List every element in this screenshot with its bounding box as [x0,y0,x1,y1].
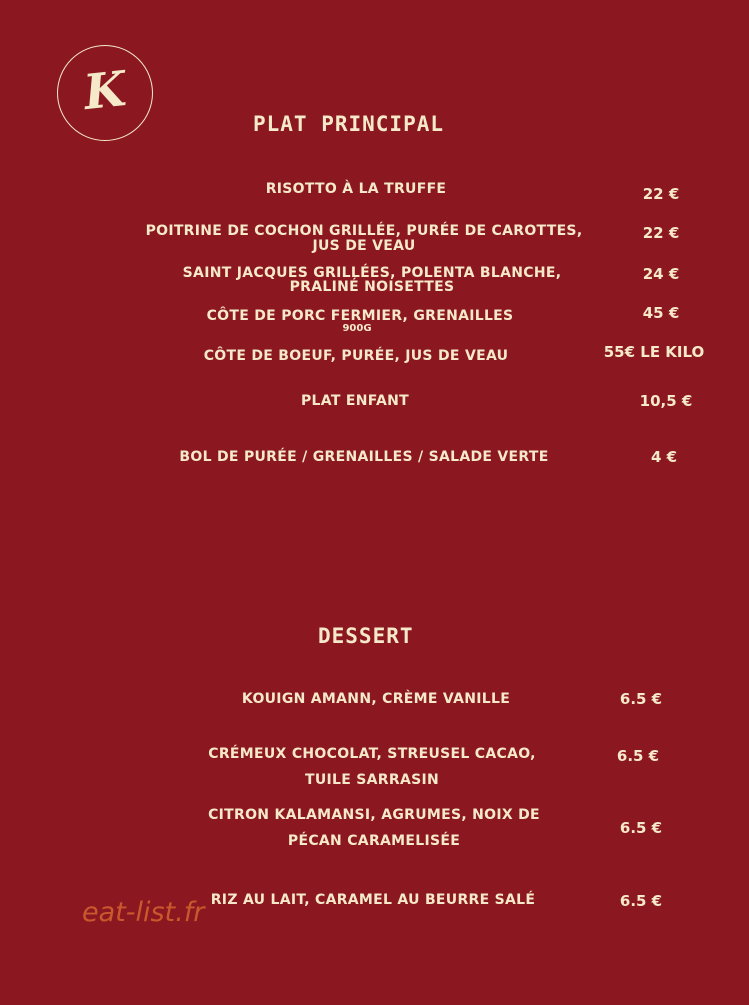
menu-item-name: CRÉMEUX CHOCOLAT, STREUSEL CACAO, [208,746,536,762]
menu-item-price: 22 € [642,224,680,242]
section-title-dessert: DESSERT [318,624,414,648]
menu-item-name: KOUIGN AMANN, CRÈME VANILLE [241,691,511,707]
menu-item-name: CÔTE DE PORC FERMIER, GRENAILLES [206,308,514,324]
restaurant-logo [57,45,153,141]
menu-item-name: BOL DE PURÉE / GRENAILLES / SALADE VERTE [179,449,549,465]
section-title-plat-principal: PLAT PRINCIPAL [253,112,445,136]
menu-item-name: CÔTE DE BOEUF, PURÉE, JUS DE VEAU [203,348,509,364]
menu-item-name: RIZ AU LAIT, CARAMEL AU BEURRE SALÉ [210,892,536,908]
menu-item-name: SAINT JACQUES GRILLÉES, POLENTA BLANCHE, [182,265,562,281]
menu-item-name-line2: TUILE SARRASIN [304,772,440,788]
menu-item-price: 24 € [642,265,680,283]
menu-item-price: 6.5 € [619,690,663,708]
menu-item-name-line2: PRALINÉ NOISETTES [289,279,455,295]
menu-item-name: RISOTTO À LA TRUFFE [265,181,447,197]
menu-item-name: POITRINE DE COCHON GRILLÉE, PURÉE DE CAROTTES, [145,223,583,239]
menu-item-price: 55€ LE KILO [603,343,705,361]
menu-item-price: 4 € [650,448,678,466]
menu-item-name-line2: JUS DE VEAU [312,238,416,254]
menu-item-price: 6.5 € [616,747,660,765]
menu-item-note: 900G [342,323,372,334]
menu-item-name: PLAT ENFANT [301,393,409,409]
logo-letter: K [81,60,129,122]
menu-item-price: 10,5 € [639,392,693,410]
watermark: eat-list.fr [82,897,205,928]
menu-item-name-line2: PÉCAN CARAMELISÉE [287,833,461,849]
menu-item-price: 6.5 € [619,819,663,837]
menu-item-name: CITRON KALAMANSI, AGRUMES, NOIX DE [208,807,540,823]
menu-item-price: 6.5 € [619,892,663,910]
menu-item-price: 45 € [642,304,680,322]
menu-item-price: 22 € [642,185,680,203]
